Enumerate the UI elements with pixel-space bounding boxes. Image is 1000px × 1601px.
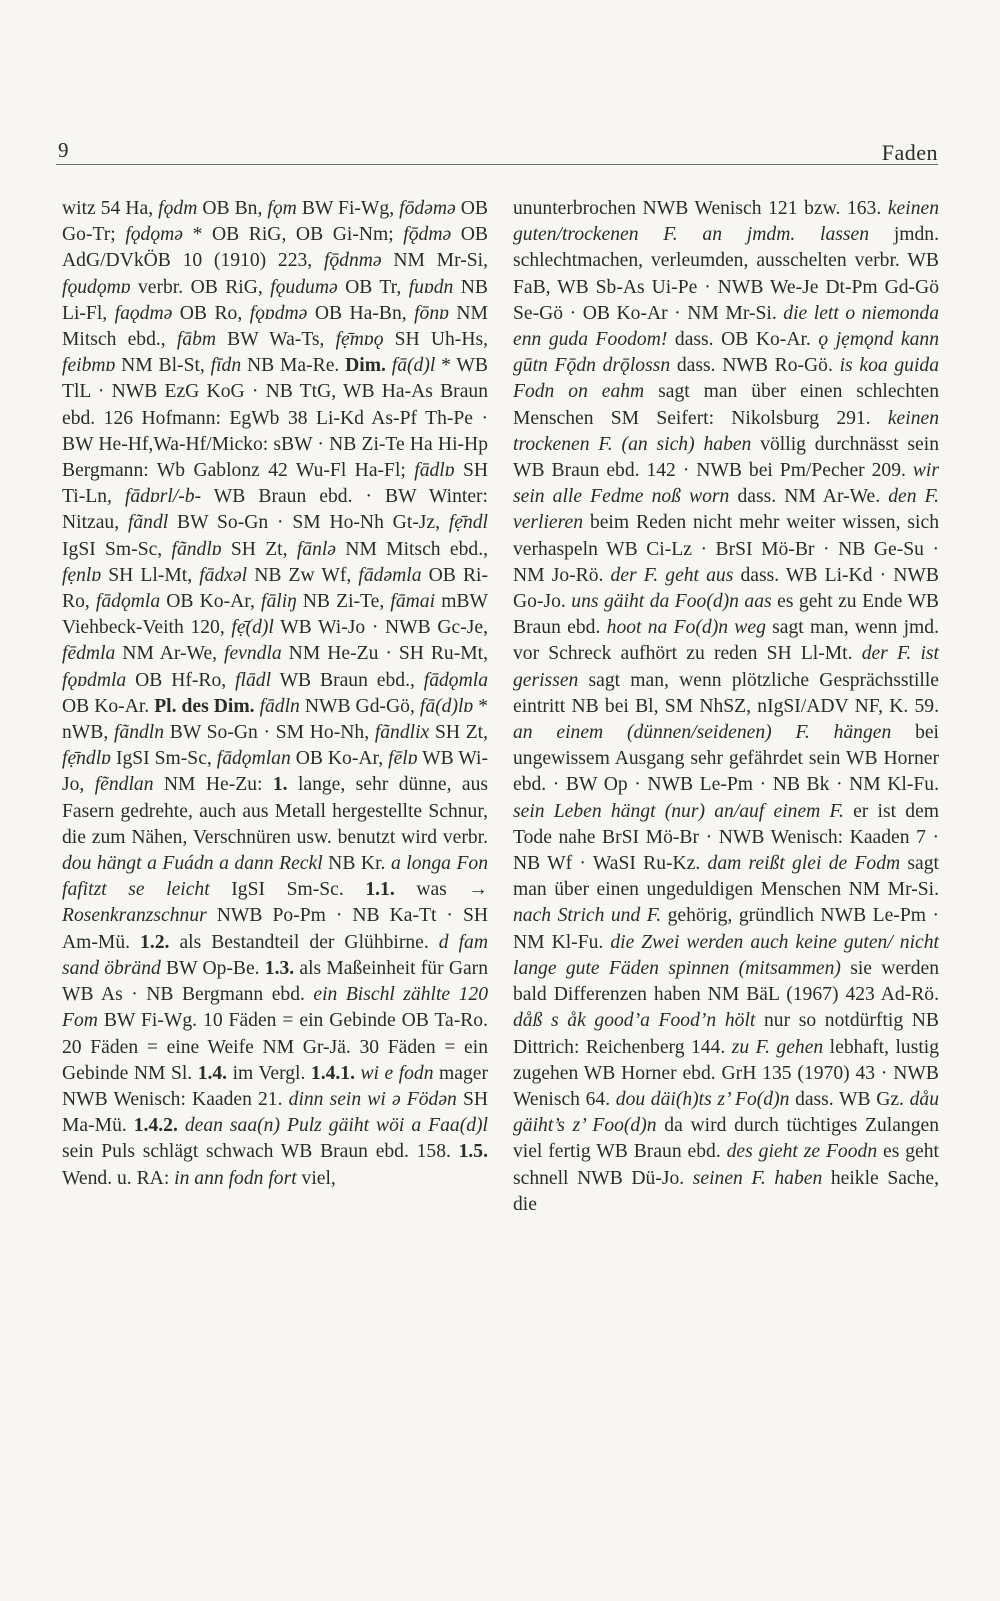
right-column-text: ununterbrochen NWB Wenisch 121 bzw. 163. keinen guten/trockenen F. an jmdm. lassen jmdn. schlechtmachen, verleumden, ausschelten verbr. WB FaB, WB Sb-As Ui-Pe · NWB We-Je Dt-Pm Gd-Gö Se-Gö · OB Ko-Ar · NM Mr-Si. die lett o niemonda enn guda Foodom! dass. OB Ko-Ar. ǫ jẹmǫnd kann gūtn Fǭdn drǭlossn dass. NWB Ro-Gö. is koa guida Fodn on eahm sagt man über einen schlechten Menschen SM Seifert: Nikolsburg 291. keinen trockenen F. (an sich) haben völlig durchnässt sein WB Braun ebd. 142 · NWB bei Pm/Pecher 209. wir sein alle Fedme noß worn dass. NM Ar-We. den F. verlieren beim Reden nicht mehr weiter wissen, sich verhaspeln WB Ci-Lz · BrSI Mö-Br · NB Ge-Su · NM Jo-Rö. der F. geht aus dass. WB Li-Kd · NWB Go-Jo. uns gäiht da Foo(d)n aas es geht zu Ende WB Braun ebd. hoot na Fo(d)n weg sagt man, wenn jmd. vor Schreck aufhört zu reden SH Ll-Mt. der F. ist gerissen sagt man, wenn plötzliche Gesprächsstille eintritt NB bei Bl, SM NhSZ, nIgSI/ADV NF, K. 59. an einem (dünnen/seidenen) F. hängen bei ungewissem Ausgang sehr gefährdet sein WB Horner ebd. · BW Op · NWB Le-Pm · NB Bk · NM Kl-Fu. sein Leben hängt (nur) an/auf einem F. er ist dem Tode nahe BrSI Mö-Br · NWB Wenisch: Kaaden 7 · NB Wf · WaSI Ru-Kz. dam reißt glei de Fodm sagt man über einen ungeduldigen Menschen NM Mr-Si. nach Strich und F. gehörig, gründlich NWB Le-Pm · NM Kl-Fu. die Zwei werden auch keine guten/ nicht lange gute Fäden spinnen (mitsammen) sie werden bald Differenzen haben NM BäL (1967) 423 Ad-Rö. dåß s åk good’a Food’n hölt nur so notdürftig NB Dittrich: Reichenberg 144. zu F. gehen lebhaft, lustig zugehen WB Horner ebd. GrH 135 (1970) 43 · NWB Wenisch 64. dou däi(h)ts z’ Fo(d)n dass. WB Gz. dåu gäiht’s z’ Foo(d)n da wird durch tüchtiges Zulangen viel fertig WB Braun ebd. des gieht ze Foodn es geht schnell NWB Dü-Jo. seinen F. haben heikle Sache, die (513, 198, 940, 1215)
left-column-text: witz 54 Ha, fǫdm OB Bn, fǫm BW Fi-Wg, fōdəmə OB Go-Tr; fǫdǫmə * OB RiG, OB Gi-Nm; fǭdmə OB AdG/DVkÖB 10 (1910) 223, fǭdnmə NM Mr-Si, fǫudǫmɒ verbr. OB RiG, fǫudumə OB Tr, fuɒdn NB Li-Fl, faǫdmə OB Ro, fǫɒdmə OB Ha-Bn, fōnɒ NM Mitsch ebd., fābm BW Wa-Ts, fẹ̄mɒǫ SH Uh-Hs, feibmɒ NM Bl-St, fīdn NB Ma-Re. Dim. fā(d)l * WB TlL · NWB EzG KoG · NB TtG, WB Ha-As Braun ebd. 126 Hofmann: EgWb 38 Li-Kd As-Pf Th-Pe · BW He-Hf,Wa-Hf/Micko: sBW · NB Zi-Te Ha Hi-Hp Bergmann: Wb Gablonz 42 Wu-Fl Ha-Fl; fādlɒ SH Ti-Ln, fādɒrl/-b- WB Braun ebd. · BW Winter: Nitzau, fãndl BW So-Gn · SM Ho-Nh Gt-Jz, fẹ̄ndl IgSI Sm-Sc, fãndlɒ SH Zt, fānlə NM Mitsch ebd., fẹnlɒ SH Ll-Mt, fādxəl NB Zw Wf, fādəmla OB Ri-Ro, fādǫmla OB Ko-Ar, fāliŋ NB Zi-Te, fāmai mBW Viehbeck-Veith 120, fẹ̄(d)l WB Wi-Jo · NWB Gc-Je, fēdmla NM Ar-We, fevndla NM He-Zu · SH Ru-Mt, fǫɒdmla OB Hf-Ro, flādl WB Braun ebd., fādǫmla OB Ko-Ar. Pl. des Dim. fādln NWB Gd-Gö, fā(d)lɒ * nWB, fãndln BW So-Gn · SM Ho-Nh, fãndlix SH Zt, fẹ̄ndlɒ IgSI Sm-Sc, fādǫmlan OB Ko-Ar, fēlɒ WB Wi-Jo, fẽndlan NM He-Zu: 1. lange, sehr dünne, aus Fasern gedrehte, auch aus Metall hergestellte Schnur, die zum Nähen, Verschnüren usw. benutzt wird verbr. dou hängt a Fuádn a dann Reckl NB Kr. a longa Fon fafitzt se leicht IgSI Sm-Sc. 1.1. was → Rosenkranzschnur NWB Po-Pm · NB Ka-Tt · SH Am-Mü. 1.2. als Bestandteil der Glühbirne. d fam sand öbränd BW Op-Be. 1.3. als Maßeinheit für Garn WB As · NB Bergmann ebd. ein Bischl zählte 120 Fom BW Fi-Wg. 10 Fäden = ein Gebinde OB Ta-Ro. 20 Fäden = eine Weife NM Gr-Jä. 30 Fäden = ein Gebinde NM Sl. 1.4. im Vergl. 1.4.1. wi e fodn mager NWB Wenisch: Kaaden 21. dinn sein wi ə Födən SH Ma-Mü. 1.4.2. dean saa(n) Pulz gäiht wöi a Faa(d)l sein Puls schlägt schwach WB Braun ebd. 158. 1.5. Wend. u. RA: in ann fodn fort viel, (62, 198, 489, 1189)
running-headword: Faden (881, 140, 938, 165)
page-header (56, 134, 938, 165)
page-number: 9 (58, 138, 69, 162)
